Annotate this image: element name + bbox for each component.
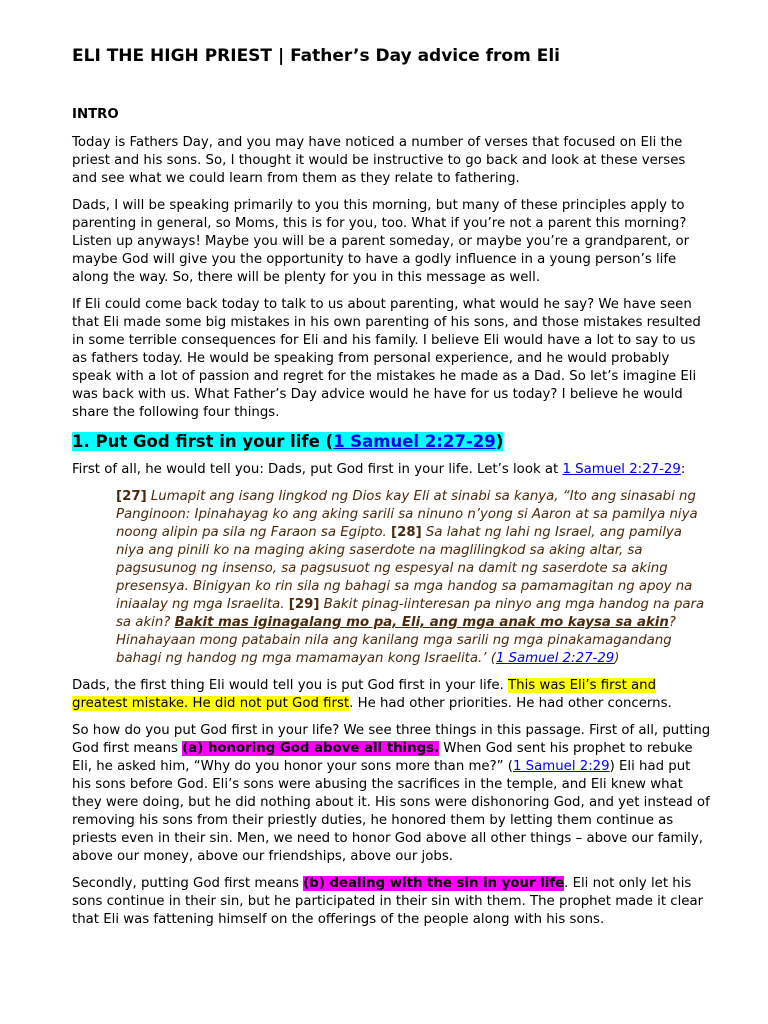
intro-paragraph-3: If Eli could come back today to talk to us about parenting, what would he say? We have seen that Eli made some big mistakes in his own parenting of his sons, and those mistakes resulted in some terrible consequences for Eli and his family. I believe Eli would have a lot to say to us as fathers today. He would be speaking from personal experience, and he would probably speak with a lot of passion and regret for the mistakes he made as a Dad. So let’s imagine Eli was back with us. What Father’s Day advice would he have for us today? I believe he would share the following four things. [72,297,701,420]
p3-text-a: Secondly, putting God first means [72,876,304,891]
section-1-heading [72,431,712,453]
section-1-heading-close: ) [495,432,504,451]
verse-27-number: [27] [116,489,147,504]
section-1-paragraph-2 [72,722,712,866]
p3-magenta-highlight: (b) dealing with the sin in your life [303,876,565,891]
p1-yellow-highlight: This was Eli’s first and greatest mistake. He did not put God first [72,678,657,711]
p2-text-c: ) Eli had put his sons before God. Eli’s sons were abusing the sacrifices in the temple, and Eli knew what they were doing, but he did nothing about it. His sons were dishonoring God, and yet instead of removing his sons from their priestly duties, he honored them by letting them continue as priests even in their sin. Men, we need to honor God above all other things – above our family, above our money, above our friendships, above our jobs. [72,759,710,864]
verse-29-text-end: ? Hinahayaan mong patabain nila ang kanilang mga sarili ng mga pinakamagandang bahagi ng handog ng mga mamamayan kong Israelita.’ ( [116,615,676,666]
verse-29-text: Bakit pinag-iinteresan pa ninyo ang mga handog na para sa akin? [116,597,705,630]
quote-close: ) [614,651,620,666]
intro-heading: INTRO [72,107,119,122]
p2-ref-link[interactable]: 1 Samuel 2:29 [512,759,610,774]
section-1-lead [72,461,712,479]
p3-text-b: . Eli not only let his sons continue in their sin, but he participated in their sin with them. The prophet made it clear that Eli was fattening himself on the offerings of the people along with his sons. [72,876,704,927]
intro-paragraph-1: Today is Fathers Day, and you may have noticed a number of verses that focused on Eli the priest and his sons. So, I thought it would be instructive to go back and look at these verses and see what we could learn from them as they relate to fathering. [72,135,686,186]
section-1-heading-ref-link[interactable]: 1 Samuel 2:27-29 [333,432,496,451]
verse-28-text: Sa lahat ng lahi ng Israel, ang pamilya niya ang pinili ko na maging aking saserdote na maglilingkod sa aking altar, sa pagsusunog ng insenso, sa pagsusuot ng espesyal na damit ng saserdote sa aking presensya. Binigyan ko rin sila ng bahagi sa mga handog sa pamamagitan ng apoy na iniaalay ng mga Israelita. [116,525,693,612]
section-1-paragraph-3 [72,875,712,929]
document-body [72,106,712,938]
section-1-lead-end: : [680,462,686,477]
section-1-heading-highlight [72,432,503,451]
section-1-heading-text: 1. Put God first in your life ( [72,432,334,451]
intro-paragraph-2: Dads, I will be speaking primarily to you this morning, but many of these principles apply to parenting in general, so Moms, this is for you, too. What if you’re not a parent this morning? Listen up anyways! Maybe you will be a parent someday, or maybe you’re a grandparent, or maybe God will give you the opportunity to have a godly influence in a young person’s life along the way. So, there will be plenty for you in this message as well. [72,198,690,285]
p1-text-b: . He had other priorities. He had other concerns. [349,696,672,711]
section-1-paragraph-1 [72,677,712,713]
document-title: ELI THE HIGH PRIEST | Father’s Day advice from Eli [72,46,561,66]
verse-29-emphasis: Bakit mas iginagalang mo pa, Eli, ang mga anak mo kaysa sa akin [174,615,669,630]
verse-29-number: [29] [288,597,320,612]
section-1-lead-text: First of all, he would tell you: Dads, put God first in your life. Let’s look at [72,462,563,477]
p1-text-a: Dads, the first thing Eli would tell you is put God first in your life. [72,678,509,693]
quote-ref-link[interactable]: 1 Samuel 2:27-29 [495,651,615,666]
p2-magenta-highlight: (a) honoring God above all things. [182,741,440,756]
verse-27-text: Lumapit ang isang lingkod ng Dios kay Eli at sinabi sa kanya, “Ito ang sinasabi ng Panginoon: Ipinahayag ko ang aking sarili sa ninuno n’yong si Aaron at sa pamilya niya noong alipin pa sila ng Faraon sa Egipto. [116,489,698,540]
scripture-quote [116,488,710,668]
p2-text-a: So how do you put God first in your life? We see three things in this passage. First of all, putting God first means [72,723,711,756]
section-1-lead-ref-link[interactable]: 1 Samuel 2:27-29 [562,462,681,477]
p2-text-b: When God sent his prophet to rebuke Eli, he asked him, “Why do you honor your sons more than me?” ( [72,741,693,774]
verse-28-number: [28] [391,525,422,540]
